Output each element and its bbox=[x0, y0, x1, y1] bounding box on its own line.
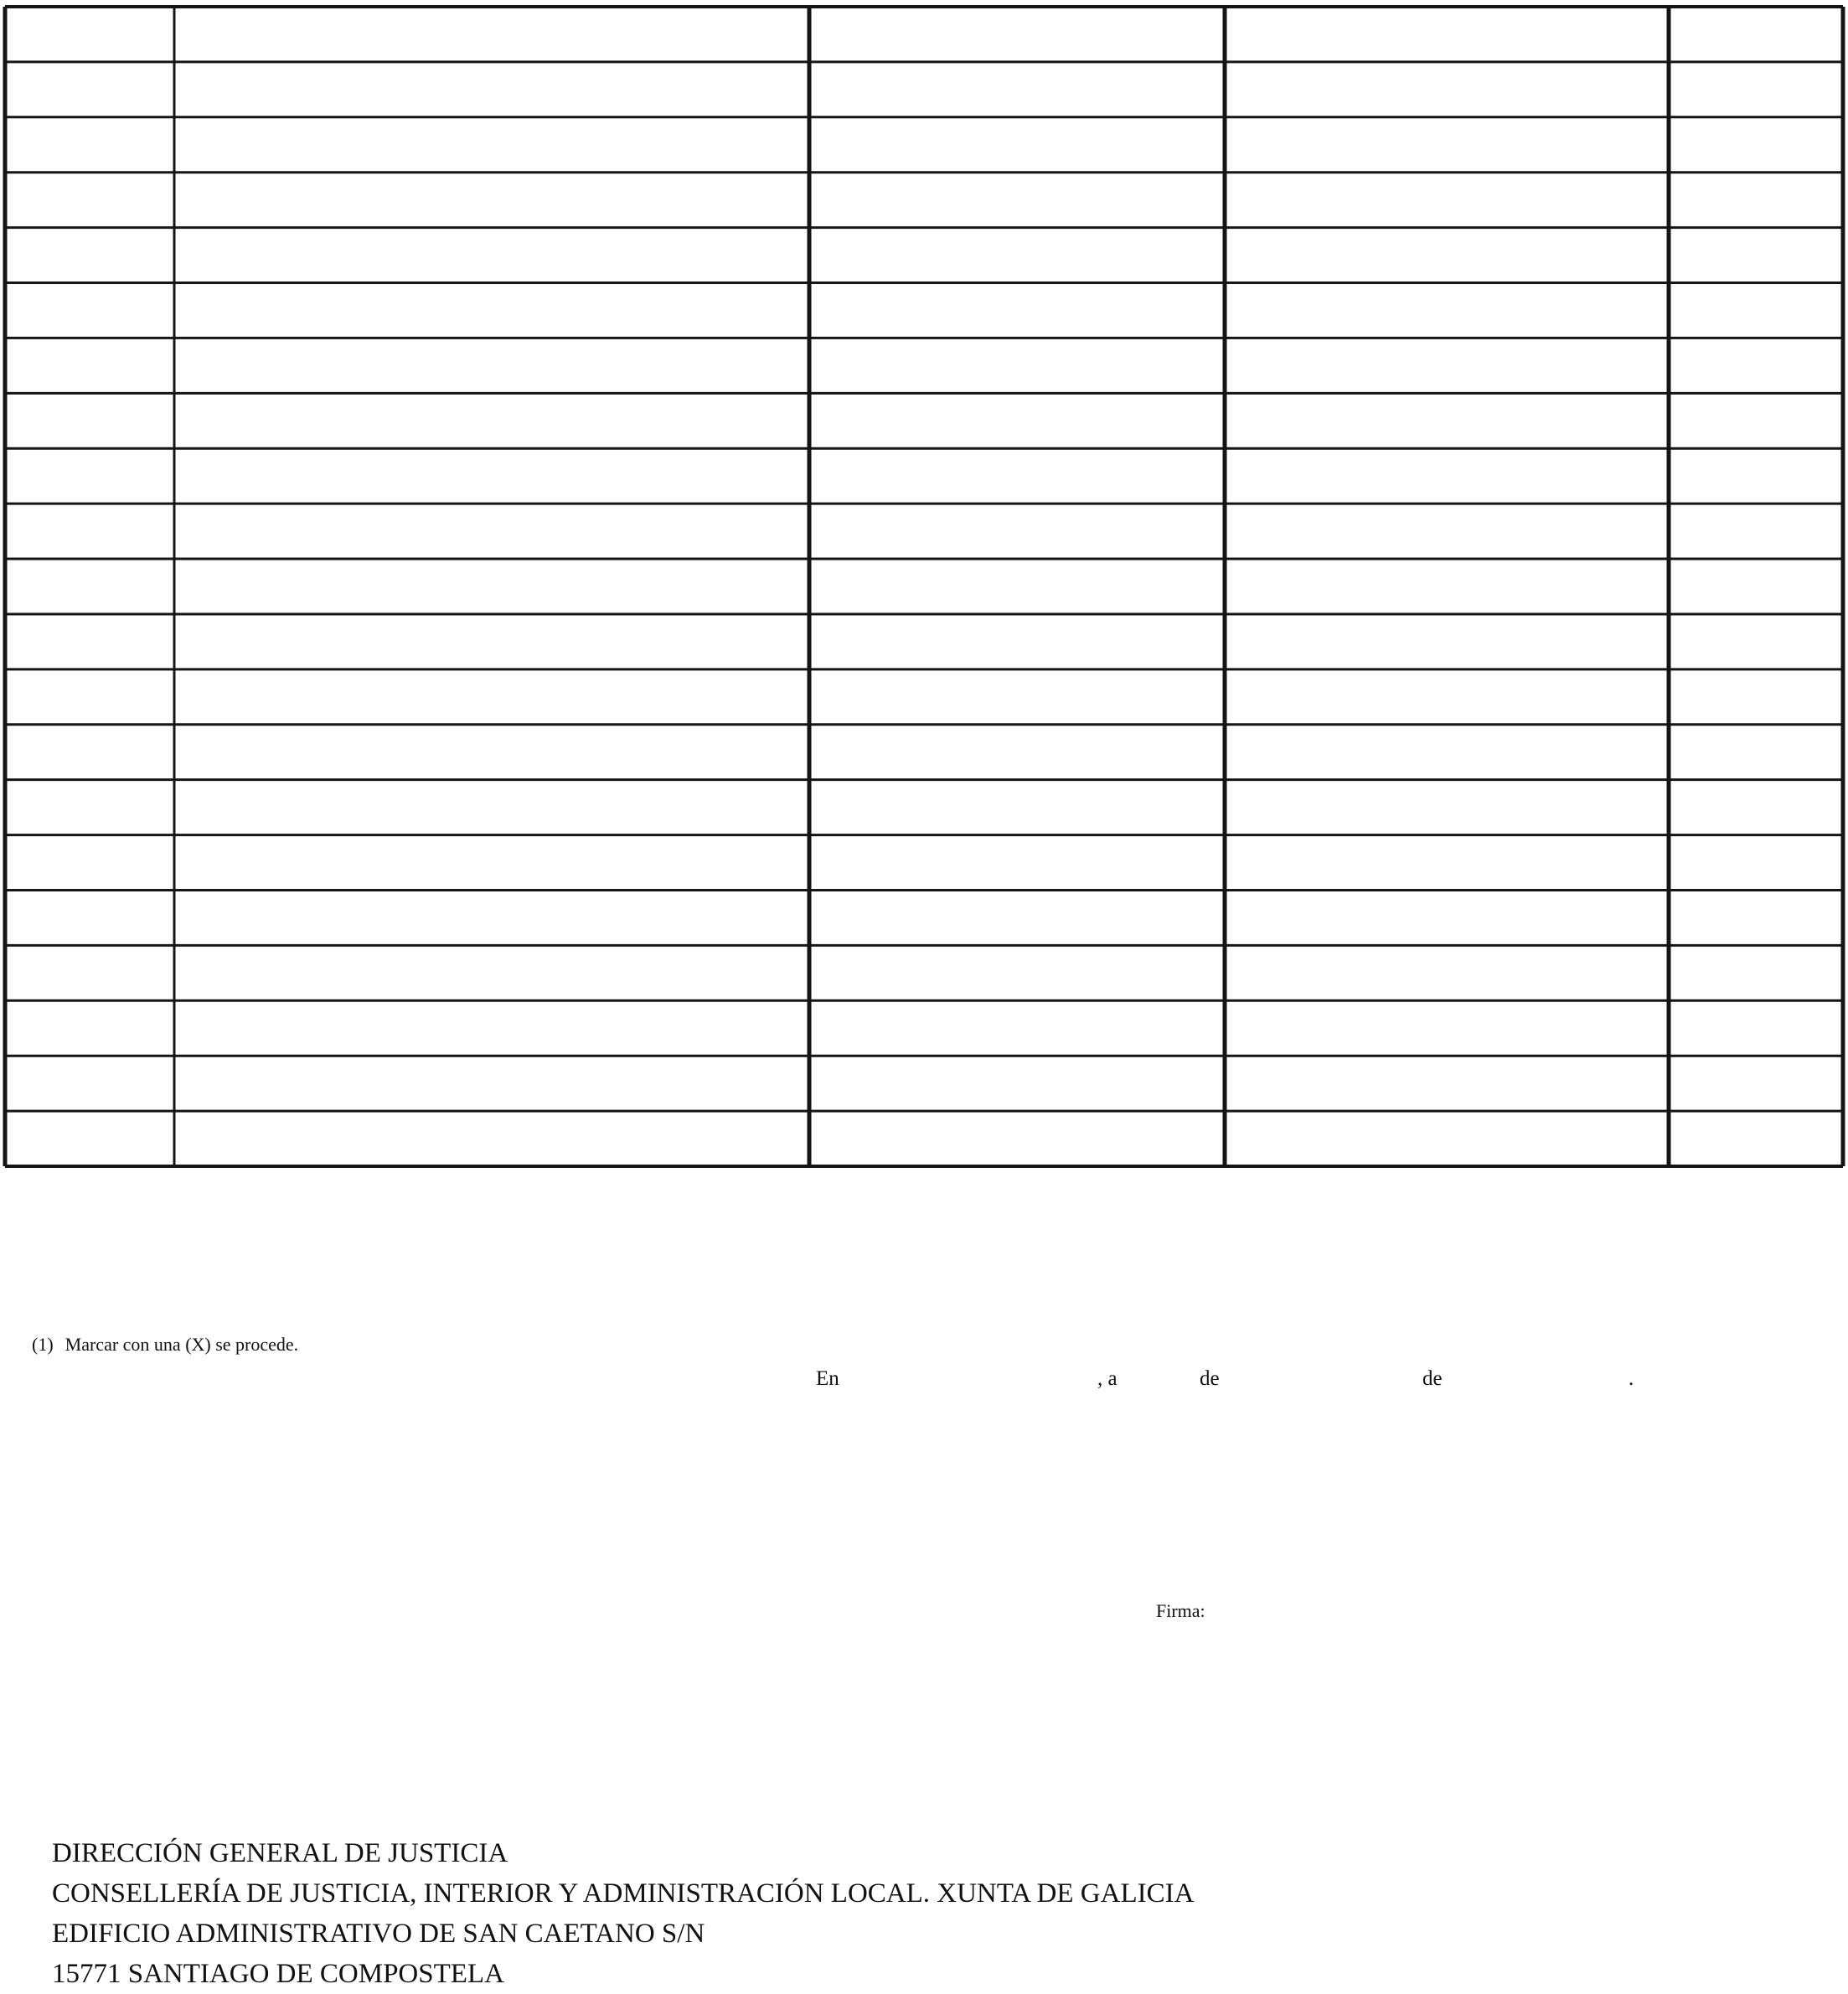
footnote-number: (1) bbox=[32, 1334, 54, 1355]
footnote bbox=[32, 1334, 298, 1356]
address-block bbox=[52, 1833, 1194, 1994]
date-day-label: , a bbox=[1097, 1367, 1118, 1390]
date-end-mark: . bbox=[1629, 1367, 1634, 1390]
footnote-text: Marcar con una (X) se procede. bbox=[65, 1334, 299, 1355]
address-line: CONSELLERÍA DE JUSTICIA, INTERIOR Y ADMINISTRACIÓN LOCAL. XUNTA DE GALICIA bbox=[52, 1878, 1195, 1909]
date-month-label: de bbox=[1200, 1367, 1220, 1390]
address-line: 15771 SANTIAGO DE COMPOSTELA bbox=[52, 1959, 504, 1989]
signature-label: Firma: bbox=[1156, 1600, 1205, 1621]
date-place-label: En bbox=[816, 1367, 839, 1390]
date-year-label: de bbox=[1422, 1367, 1443, 1390]
address-line: DIRECCIÓN GENERAL DE JUSTICIA bbox=[52, 1838, 508, 1868]
address-line: EDIFICIO ADMINISTRATIVO DE SAN CAETANO S/N bbox=[52, 1919, 705, 1949]
